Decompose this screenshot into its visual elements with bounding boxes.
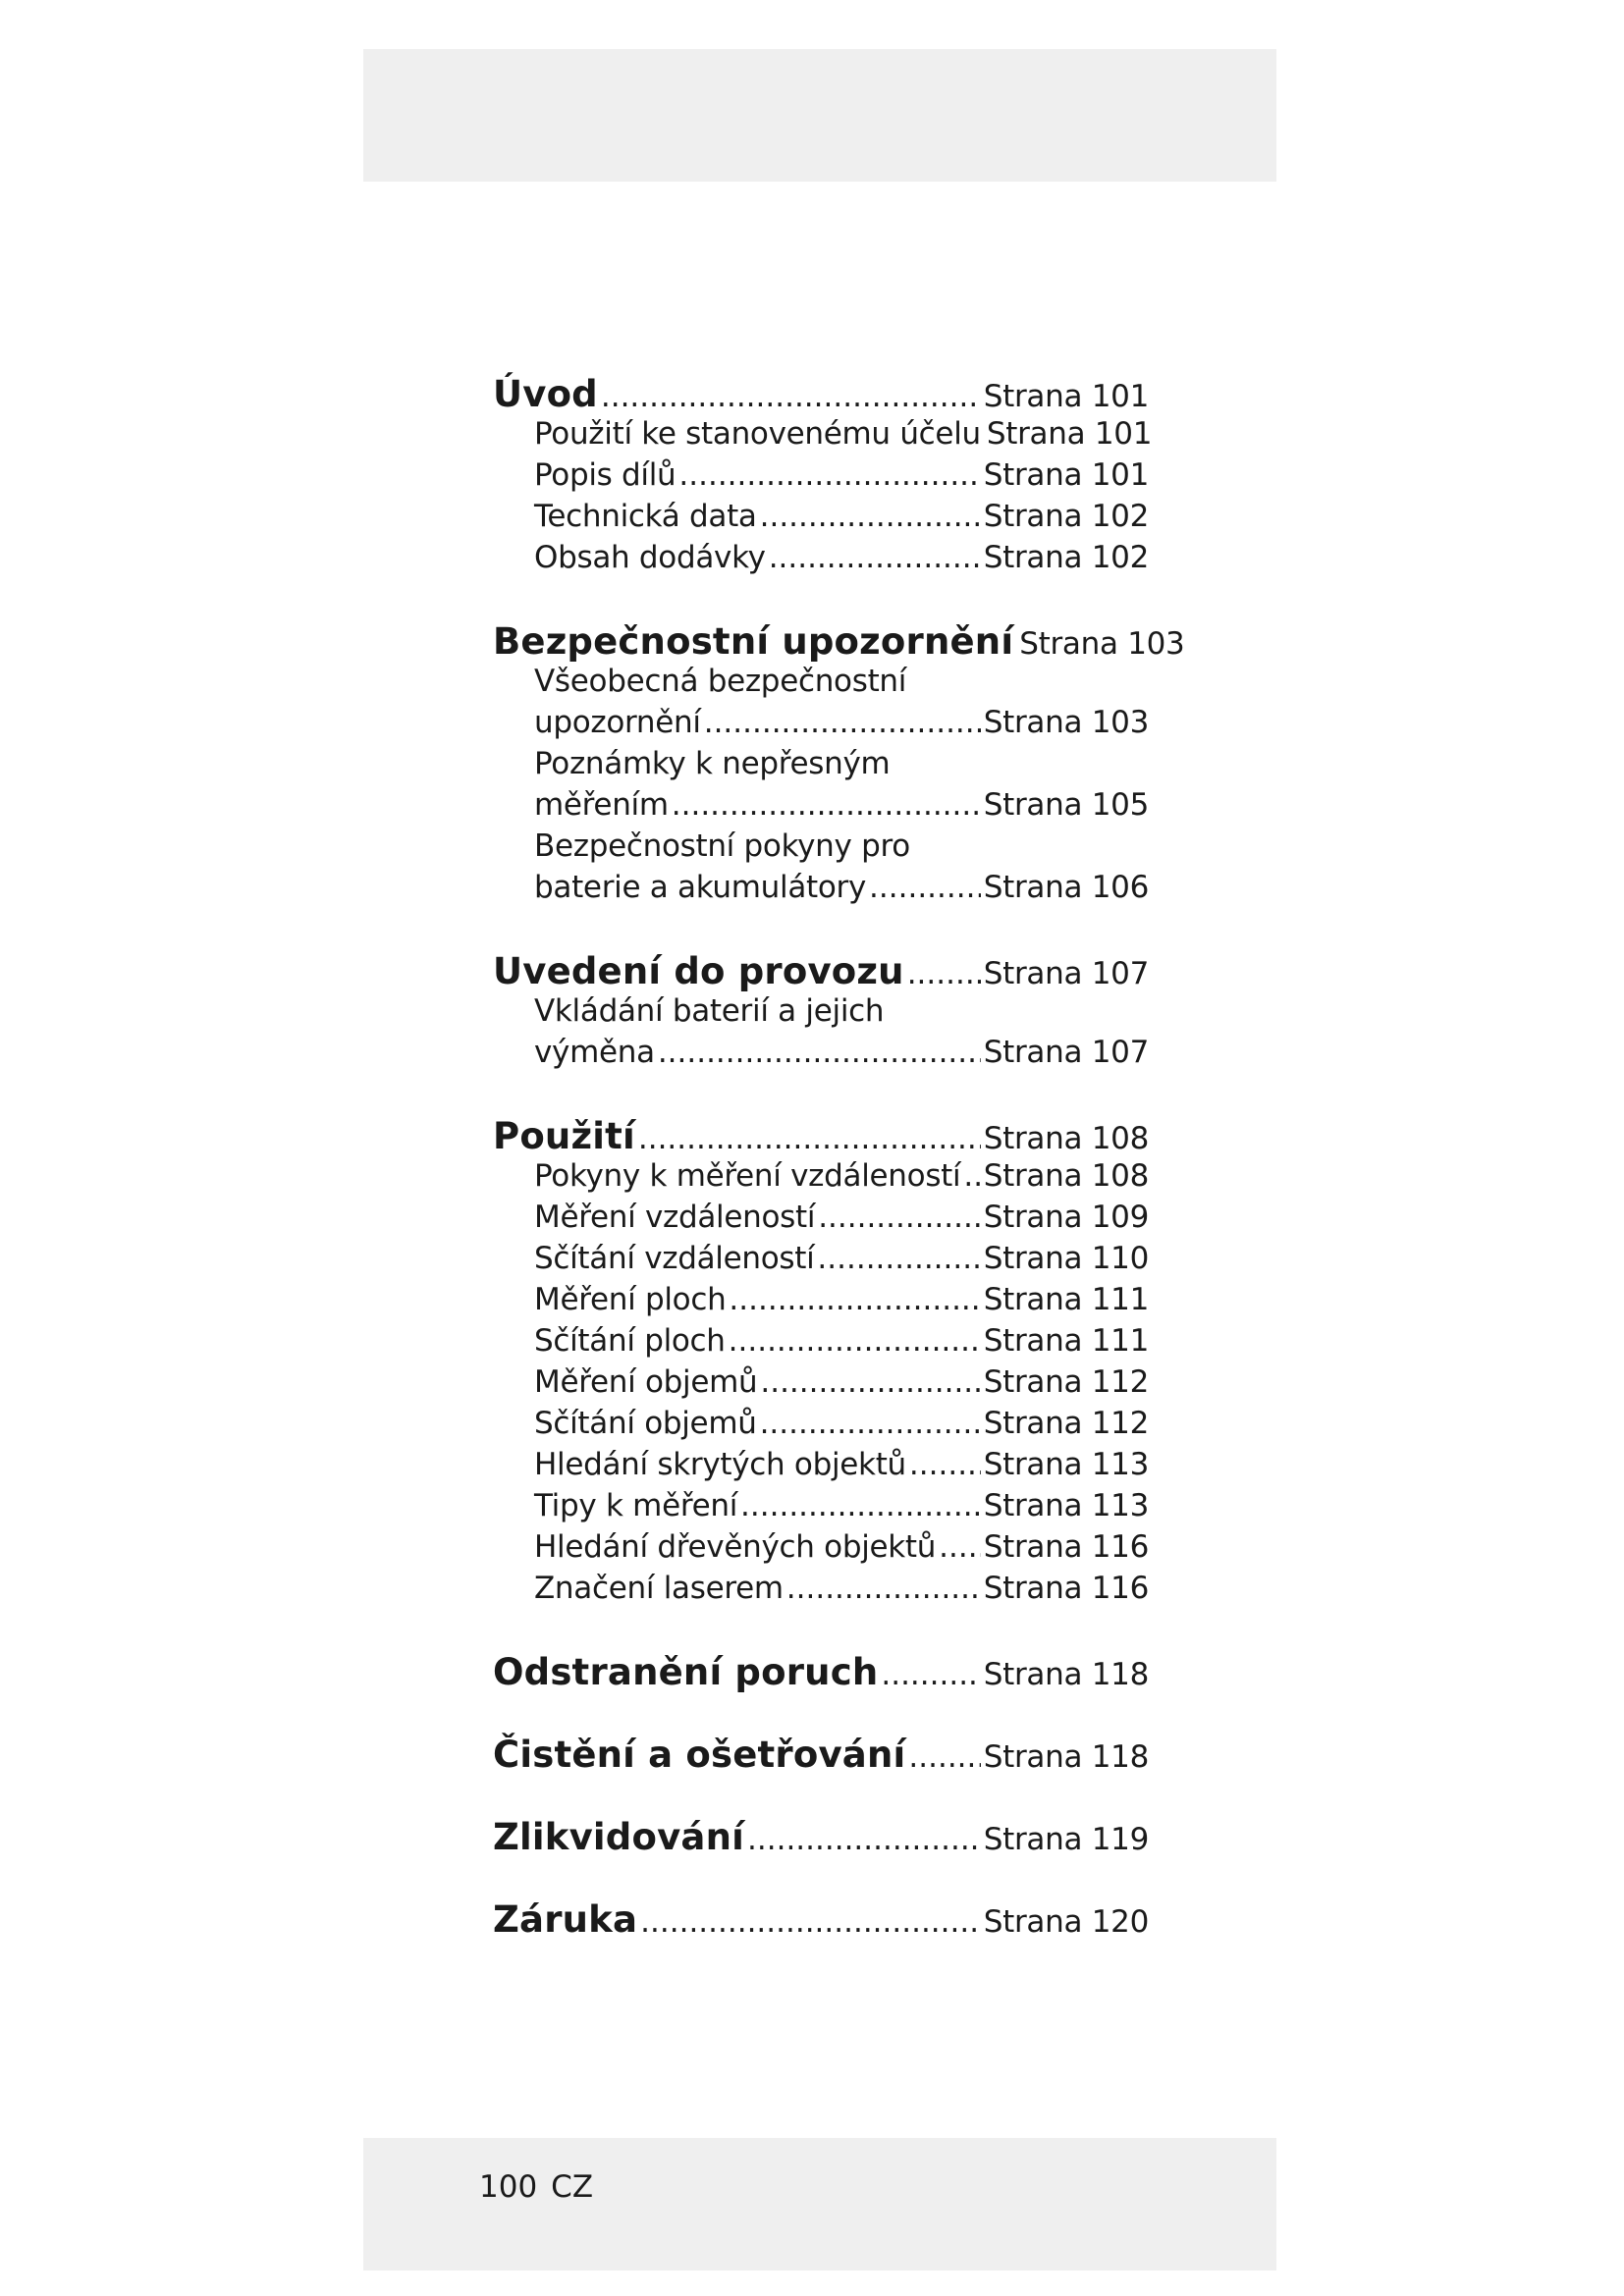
toc-entry-row[interactable] [493,1158,1149,1200]
toc-page-ref: Strana 116 [983,1571,1149,1606]
dot-leader [747,1822,981,1857]
toc-section [493,373,1153,581]
toc-page-ref: Strana 111 [983,1282,1149,1317]
dot-leader [817,1241,980,1276]
header-band [363,49,1276,182]
toc-heading: Úvod [493,373,598,415]
toc-page-ref: Strana 101 [986,416,1153,452]
toc-section [493,950,1149,1076]
toc-heading-row[interactable] [493,1816,1149,1859]
toc-heading-row[interactable] [493,950,1149,993]
toc-page-ref: Strana 103 [983,705,1149,740]
toc-heading: Čistění a ošetřování [493,1734,906,1776]
toc-page-ref: Strana 112 [983,1406,1149,1441]
dot-leader [786,1571,981,1606]
toc-entry-row[interactable] [493,1241,1149,1282]
toc-entry-line1[interactable] [493,664,1149,705]
toc-entry: Tipy k měření [534,1488,738,1523]
toc-page-ref: Strana 110 [983,1241,1149,1276]
toc-entry-row[interactable] [493,1406,1149,1447]
dot-leader [963,1158,980,1194]
toc-heading: Záruka [493,1898,638,1941]
toc-entry-row[interactable] [493,705,1149,746]
toc-entry-line1[interactable] [493,746,1149,787]
toc-entry: Sčítání vzdáleností [534,1241,815,1276]
toc-section [493,1651,1149,1694]
toc-heading-row[interactable] [493,620,1185,664]
dot-leader [672,787,981,823]
toc-heading: Zlikvidování [493,1816,745,1858]
toc-page-ref: Strana 108 [983,1158,1149,1194]
toc-page-ref: Strana 113 [983,1488,1149,1523]
dot-leader [729,1282,980,1317]
toc-section [493,620,1185,911]
toc-heading-row[interactable] [493,1898,1149,1942]
toc-entry: Použití ke stanovenému účelu [534,416,981,452]
toc-entry: Technická data [534,499,757,534]
dot-leader [729,1323,981,1359]
toc-entry: výměna [534,1035,655,1070]
dot-leader [760,1364,980,1400]
page-number: 100 [479,2169,538,2205]
toc-entry-row[interactable] [493,540,1149,581]
toc-entry-line1[interactable] [493,828,1149,870]
toc-entry: Značení laserem [534,1571,784,1606]
toc-page-ref: Strana 118 [983,1739,1149,1775]
toc-page-ref: Strana 111 [983,1323,1149,1359]
toc-page-ref: Strana 109 [983,1200,1149,1235]
toc-heading: Bezpečnostní upozornění [493,620,1014,663]
toc-entry-row[interactable] [493,870,1149,911]
toc-heading: Použití [493,1115,635,1157]
toc-entry: Hledání skrytých objektů [534,1447,906,1482]
toc-page-ref: Strana 116 [983,1529,1149,1565]
toc-heading-row[interactable] [493,1115,1149,1158]
toc-page-ref: Strana 105 [983,787,1149,823]
page-footer [479,2169,593,2206]
dot-leader [869,870,981,905]
toc-heading-row[interactable] [493,373,1149,416]
toc-entry: Všeobecná bezpečnostní [534,664,907,699]
toc-entry: Obsah dodávky [534,540,766,575]
toc-section [493,1115,1149,1612]
toc-entry-row[interactable] [493,1529,1149,1571]
toc-entry: Popis dílů [534,457,677,493]
toc-page-ref: Strana 120 [983,1904,1149,1940]
dot-leader [704,705,981,740]
toc-page-ref: Strana 112 [983,1364,1149,1400]
toc-heading: Odstranění poruch [493,1651,879,1693]
toc-entry-row[interactable] [493,1364,1149,1406]
toc-entry: upozornění [534,705,701,740]
dot-leader [740,1488,981,1523]
toc-entry-line1[interactable] [493,993,1149,1035]
toc-section [493,1734,1149,1777]
toc-entry-row[interactable] [493,1282,1149,1323]
toc-page-ref: Strana 107 [983,956,1149,991]
toc-entry: baterie a akumulátory [534,870,867,905]
dot-leader [640,1904,981,1940]
toc-entry: Sčítání objemů [534,1406,757,1441]
toc-entry-row[interactable] [493,1200,1149,1241]
toc-page-ref: Strana 102 [983,540,1149,575]
dot-leader [909,1447,981,1482]
table-of-contents [493,373,1185,1981]
dot-leader [881,1657,980,1692]
toc-entry-row[interactable] [493,787,1149,828]
toc-entry: Sčítání ploch [534,1323,726,1359]
toc-entry: Měření objemů [534,1364,758,1400]
toc-section [493,1816,1149,1859]
toc-page-ref: Strana 107 [983,1035,1149,1070]
dot-leader [908,1739,980,1775]
toc-entry-row[interactable] [493,1447,1149,1488]
toc-entry: Poznámky k nepřesným [534,746,891,781]
dot-leader [678,457,980,493]
toc-entry-row[interactable] [493,1323,1149,1364]
toc-entry: Bezpečnostní pokyny pro [534,828,910,864]
toc-entry: měřením [534,787,669,823]
toc-page-ref: Strana 119 [983,1822,1149,1857]
toc-entry: Měření ploch [534,1282,727,1317]
toc-entry-row[interactable] [493,1035,1149,1076]
toc-heading-row[interactable] [493,1651,1149,1694]
toc-entry: Hledání dřevěných objektů [534,1529,937,1565]
toc-entry: Vkládání baterií a jejich [534,993,885,1029]
toc-page-ref: Strana 118 [983,1657,1149,1692]
toc-entry-row[interactable] [493,499,1149,540]
dot-leader [907,956,981,991]
toc-entry: Pokyny k měření vzdáleností [534,1158,961,1194]
toc-page-ref: Strana 113 [983,1447,1149,1482]
toc-page-ref: Strana 103 [1019,626,1185,662]
toc-page-ref: Strana 108 [983,1121,1149,1156]
toc-entry-row[interactable] [493,1571,1149,1612]
toc-heading-row[interactable] [493,1734,1149,1777]
toc-page-ref: Strana 102 [983,499,1149,534]
toc-page-ref: Strana 101 [983,457,1149,493]
dot-leader [939,1529,981,1565]
toc-entry-row[interactable] [493,457,1149,499]
dot-leader [638,1121,981,1156]
dot-leader [818,1200,981,1235]
toc-section [493,1898,1149,1942]
toc-page-ref: Strana 106 [983,870,1149,905]
toc-entry-row[interactable] [493,416,1153,457]
dot-leader [760,499,981,534]
language-code: CZ [551,2169,594,2205]
dot-leader [658,1035,981,1070]
dot-leader [760,1406,981,1441]
toc-page-ref: Strana 101 [983,379,1149,414]
toc-entry: Měření vzdáleností [534,1200,816,1235]
toc-heading: Uvedení do provozu [493,950,904,992]
dot-leader [601,379,981,414]
dot-leader [769,540,981,575]
toc-entry-row[interactable] [493,1488,1149,1529]
